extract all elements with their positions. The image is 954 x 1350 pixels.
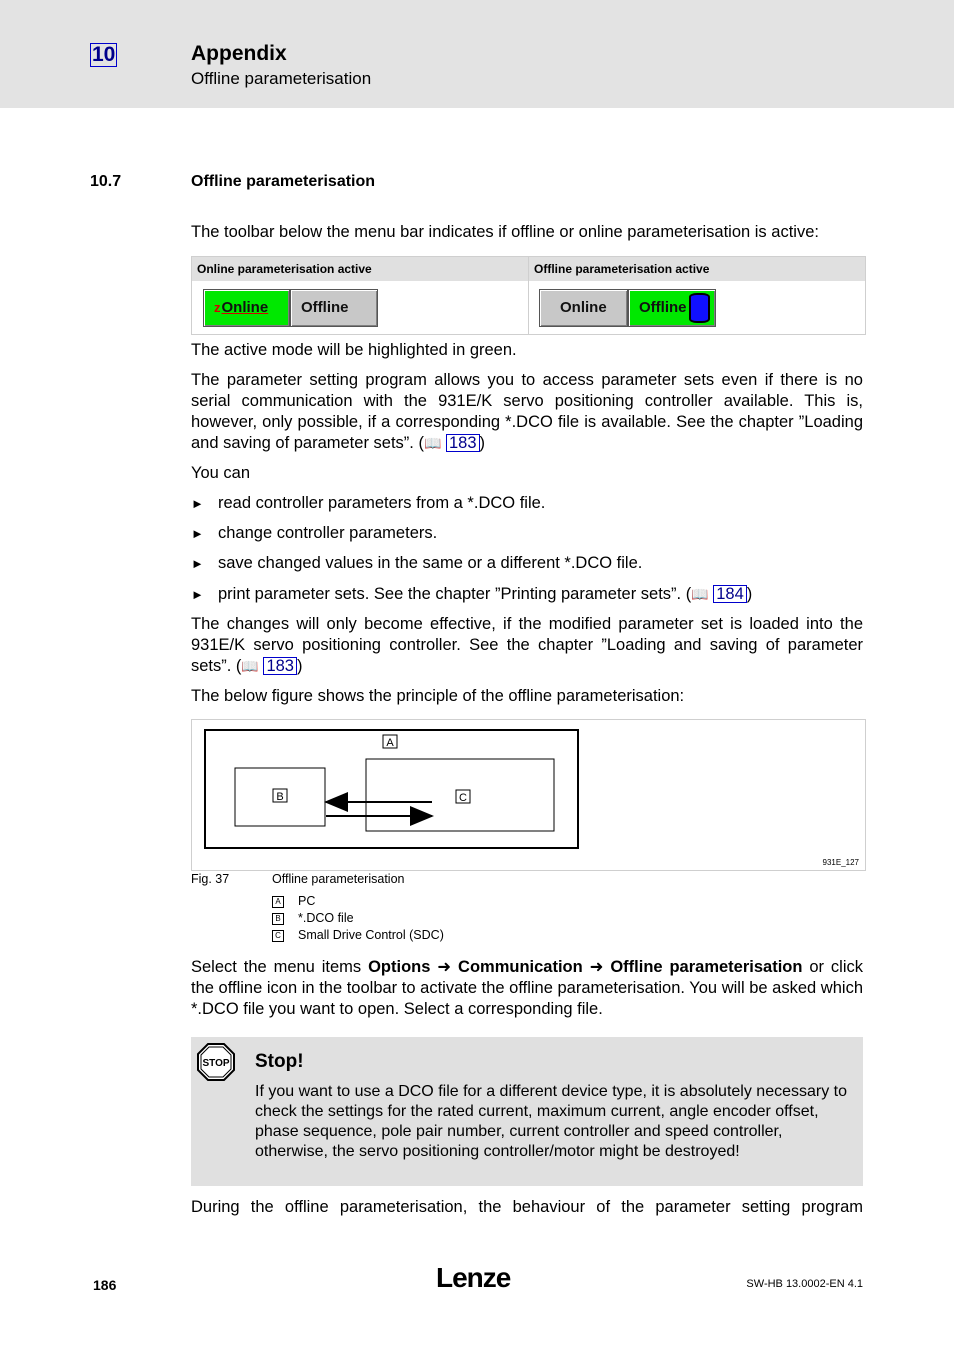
offline-button-label-2: Offline — [639, 299, 687, 316]
access-text: The parameter setting program allows you to access parameter sets even if there is no serial communication with the 931E/K servo positioning controller available. This is, however, only possible, if a corresponding *.DCO file is available. See the chapter ”Loading and saving of parameter sets”. ( — [191, 371, 863, 452]
menu-options: Options — [368, 958, 431, 976]
list-item: ► print parameter sets. See the chapter ”Printing parameter sets”. (📖 184 ) — [191, 585, 753, 603]
connect-icon: z — [214, 300, 221, 315]
online-mode-column — [192, 257, 529, 334]
highlight-paragraph: The active mode will be highlighted in green. — [191, 341, 517, 359]
stop-title: Stop! — [255, 1051, 304, 1072]
online-button-active — [203, 289, 290, 327]
page-ref-link[interactable]: 183 — [446, 434, 480, 452]
label-a: A — [386, 737, 394, 749]
database-icon — [689, 293, 710, 323]
section-title: Offline parameterisation — [191, 173, 376, 190]
last-paragraph: During the offline parameterisation, the behaviour of the parameter setting program — [191, 1198, 863, 1216]
menu-offline: Offline parameterisation — [610, 958, 803, 976]
select-text-post: or click the offline icon in the toolbar to activate the offline parameterisation. You will be asked which *.DCO file you want to open. Select a corresponding file. — [191, 958, 863, 1018]
list-item — [191, 493, 545, 514]
legend-item — [272, 928, 444, 942]
effective-text: The changes will only become effective, if the modified parameter set is loaded into the 931E/K servo positioning controller. See the chapter ”Loading and saving of parameter sets”. ( — [191, 615, 863, 675]
stop-warning-box — [191, 1037, 863, 1186]
bullet-icon: ► — [191, 496, 204, 511]
you-can-text: You can — [191, 464, 251, 482]
figure-code: 931E_127 — [822, 858, 859, 867]
page-ref-link[interactable]: 183 — [263, 657, 297, 675]
online-column-head: Online parameterisation active — [192, 257, 528, 281]
list-item — [191, 523, 437, 544]
effective-paragraph: The changes will only become effective, if the modified parameter set is loaded into the 931E/K servo positioning controller. See the chapter ”Loading and saving of parameter sets”. (📖 183 ) — [191, 615, 863, 675]
menu-arrow: ➜ — [430, 958, 459, 976]
legend-key: C — [272, 930, 284, 942]
legend-text: *.DCO file — [298, 911, 354, 925]
label-c: C — [459, 792, 467, 804]
offline-mode-column — [529, 257, 865, 334]
section-number: 10.7 — [90, 173, 122, 190]
document-id: SW-HB 13.0002-EN 4.1 — [746, 1278, 863, 1290]
page-number: 186 — [93, 1277, 117, 1293]
book-icon: 📖 — [423, 435, 442, 451]
offline-column-head: Offline parameterisation active — [529, 257, 865, 281]
chapter-number-link[interactable]: 10 — [92, 43, 116, 66]
offline-button-active — [628, 289, 716, 327]
bullet-icon: ► — [191, 556, 204, 571]
bullet-icon: ► — [191, 587, 204, 602]
chapter-subtitle: Offline parameterisation — [191, 69, 372, 88]
figure-intro: The below figure shows the principle of the offline parameterisation: — [191, 687, 685, 705]
menu-arrow: ➜ — [582, 958, 611, 976]
mode-table — [191, 256, 866, 335]
legend-text: Small Drive Control (SDC) — [298, 928, 444, 942]
list-item-text: change controller parameters. — [218, 524, 438, 542]
legend-text: PC — [298, 894, 316, 908]
offline-button-label: Offline — [301, 299, 349, 316]
chapter-header — [0, 0, 954, 108]
list-item-text: read controller parameters from a *.DCO file. — [218, 494, 546, 512]
page-ref-link[interactable]: 184 — [713, 585, 747, 603]
select-paragraph — [191, 957, 863, 1020]
access-paragraph: The parameter setting program allows you to access parameter sets even if there is no serial communication with the 931E/K servo positioning controller available. This is, however, only possible, if a corresponding *.DCO file is available. See the chapter ”Loading and saving of parameter sets”. (📖 183 ) — [191, 371, 863, 452]
label-b: B — [276, 791, 284, 803]
select-text-pre: Select the menu items — [191, 958, 369, 976]
list-item — [191, 553, 642, 574]
legend-key: B — [272, 913, 284, 925]
book-icon: 📖 — [241, 658, 259, 674]
svg-text:STOP: STOP — [202, 1058, 230, 1069]
stop-icon — [197, 1043, 235, 1081]
legend-item — [272, 894, 315, 908]
figure-diagram — [191, 719, 866, 871]
bullet-icon: ► — [191, 526, 204, 541]
legend-item — [272, 911, 354, 925]
online-button-label: Online — [221, 299, 269, 316]
legend-key: A — [272, 896, 284, 908]
list-item-text: print parameter sets. See the chapter ”Printing parameter sets”. ( — [218, 585, 692, 603]
stop-text: If you want to use a DCO file for a different device type, it is absolutely necessary to check the settings for the rated current, maximum current, angle encoder offset, phase sequence, pole pair number, current controller and speed controller, otherwise, the servo positioning controller/motor might be destroyed! — [255, 1083, 847, 1160]
book-icon: 📖 — [691, 586, 709, 602]
figure-caption-number: Fig. 37 — [191, 872, 230, 886]
chapter-title: Appendix — [191, 42, 287, 65]
offline-button-inactive — [290, 289, 378, 327]
intro-paragraph: The toolbar below the menu bar indicates if offline or online parameterisation is active: — [191, 223, 819, 241]
lenze-logo: Lenze — [436, 1262, 511, 1293]
figure-caption-text: Offline parameterisation — [272, 872, 405, 886]
list-item-text: save changed values in the same or a different *.DCO file. — [218, 554, 643, 572]
menu-communication: Communication — [458, 958, 583, 976]
online-button-inactive — [539, 289, 628, 327]
figure-svg — [192, 720, 865, 870]
online-button-label-2: Online — [560, 299, 607, 316]
